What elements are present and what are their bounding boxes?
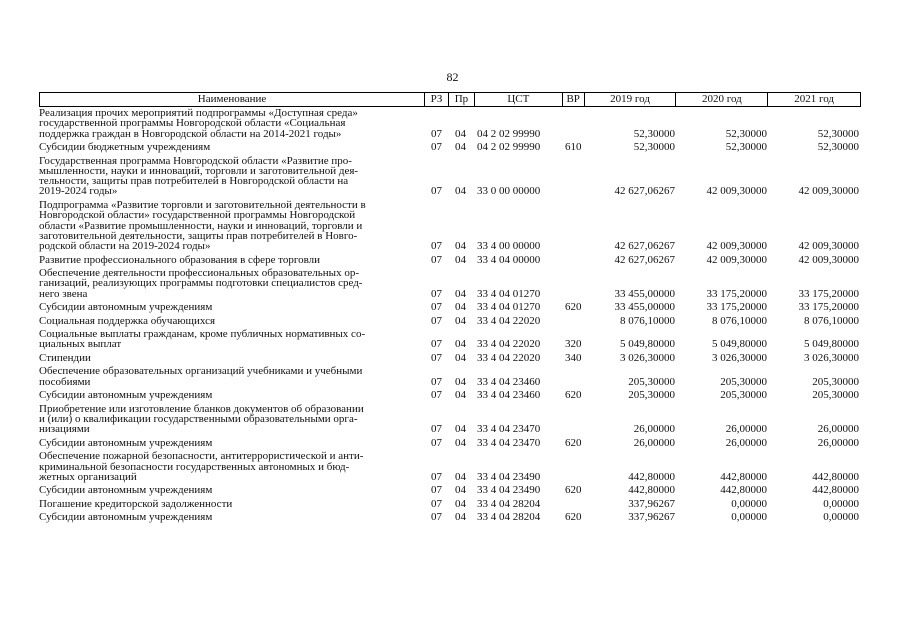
cell-vr: 620: [565, 389, 582, 402]
cell-2021: 442,80000: [812, 484, 859, 497]
cell-vr: 620: [565, 484, 582, 497]
cell-cst: 33 4 04 23470: [477, 423, 541, 436]
cell-2021: 0,00000: [823, 511, 859, 524]
table-row: [39, 142, 861, 152]
cell-2020: 0,00000: [731, 497, 767, 510]
cell-cst: 04 2 02 99990: [477, 127, 541, 140]
table-row: [39, 329, 861, 350]
table-row: [39, 255, 861, 265]
cell-2019: 33 455,00000: [614, 301, 675, 314]
cell-2020: 3 026,30000: [712, 351, 767, 364]
cell-vr: 620: [565, 436, 582, 449]
cell-name: Субсидии автономным учреждениям: [39, 436, 213, 449]
header-2019: 2019 год: [585, 93, 677, 106]
table-row: [39, 200, 861, 251]
cell-cst: 33 4 04 23490: [477, 484, 541, 497]
cell-cst: 33 0 00 00000: [477, 185, 541, 198]
cell-rz: 07: [431, 389, 442, 402]
cell-2020: 42 009,30000: [706, 240, 767, 253]
cell-rz: 07: [431, 141, 442, 154]
table-row: [39, 366, 861, 387]
cell-2021: 26,00000: [817, 436, 859, 449]
cell-name: Социальная поддержка обучающихся: [39, 314, 216, 327]
cell-vr: 340: [565, 351, 582, 364]
cell-rz: 07: [431, 240, 442, 253]
cell-pr: 04: [455, 375, 466, 388]
cell-pr: 04: [455, 240, 466, 253]
cell-2019: 42 627,06267: [614, 240, 675, 253]
cell-name: Реализация прочих мероприятий подпрограммы «Доступная среда» государственной программы Новгородской области «Социальная поддержка граждан в Новгородской области на 2014-2021 годы»: [39, 107, 358, 140]
header-2020: 2020 год: [676, 93, 768, 106]
cell-cst: 33 4 04 00000: [477, 253, 541, 266]
table-row: [39, 485, 861, 495]
cell-vr: 620: [565, 511, 582, 524]
cell-name: Обеспечение деятельности профессиональных образовательных ор- ганизаций, реализующих программы подготовки специалистов сред- него звена: [39, 267, 363, 300]
cell-2019: 337,96267: [628, 497, 675, 510]
cell-2019: 442,80000: [628, 484, 675, 497]
cell-name: Обеспечение образовательных организаций учебниками и учебными пособиями: [39, 365, 363, 388]
cell-2021: 26,00000: [817, 423, 859, 436]
cell-pr: 04: [455, 338, 466, 351]
cell-cst: 33 4 04 01270: [477, 301, 541, 314]
cell-2019: 205,30000: [628, 389, 675, 402]
header-cst: ЦСТ: [475, 93, 563, 106]
cell-2019: 5 049,80000: [620, 338, 675, 351]
cell-2020: 33 175,20000: [706, 301, 767, 314]
cell-2021: 52,30000: [817, 127, 859, 140]
cell-cst: 33 4 04 22020: [477, 351, 541, 364]
table-row: [39, 302, 861, 312]
cell-pr: 04: [455, 351, 466, 364]
cell-rz: 07: [431, 127, 442, 140]
cell-vr: 620: [565, 301, 582, 314]
cell-2020: 33 175,20000: [706, 287, 767, 300]
header-rz: РЗ: [425, 93, 449, 106]
cell-2020: 442,80000: [720, 484, 767, 497]
cell-cst: 33 4 04 23460: [477, 389, 541, 402]
cell-pr: 04: [455, 301, 466, 314]
header-vr: ВР: [563, 93, 585, 106]
cell-pr: 04: [455, 423, 466, 436]
cell-rz: 07: [431, 338, 442, 351]
cell-pr: 04: [455, 287, 466, 300]
cell-2019: 337,96267: [628, 511, 675, 524]
cell-rz: 07: [431, 185, 442, 198]
cell-pr: 04: [455, 511, 466, 524]
cell-cst: 33 4 04 22020: [477, 314, 541, 327]
cell-rz: 07: [431, 436, 442, 449]
cell-pr: 04: [455, 436, 466, 449]
cell-2021: 442,80000: [812, 470, 859, 483]
cell-pr: 04: [455, 314, 466, 327]
cell-2021: 42 009,30000: [798, 253, 859, 266]
cell-name: Социальные выплаты гражданам, кроме публичных нормативных со- циальных выплат: [39, 328, 366, 351]
cell-2021: 0,00000: [823, 497, 859, 510]
cell-2019: 33 455,00000: [614, 287, 675, 300]
cell-2020: 205,30000: [720, 389, 767, 402]
cell-name: Субсидии автономным учреждениям: [39, 389, 213, 402]
cell-cst: 04 2 02 99990: [477, 141, 541, 154]
header-name: Наименование: [40, 93, 425, 106]
cell-cst: 33 4 04 22020: [477, 338, 541, 351]
cell-name: Субсидии автономным учреждениям: [39, 511, 213, 524]
table-row: [39, 353, 861, 363]
cell-2019: 52,30000: [633, 141, 675, 154]
table-row: [39, 316, 861, 326]
cell-rz: 07: [431, 423, 442, 436]
cell-rz: 07: [431, 253, 442, 266]
cell-name: Погашение кредиторской задолженности: [39, 497, 233, 510]
cell-2019: 52,30000: [633, 127, 675, 140]
table-row: [39, 404, 861, 435]
cell-vr: 610: [565, 141, 582, 154]
page-number: 82: [446, 70, 459, 84]
cell-2020: 205,30000: [720, 375, 767, 388]
cell-name: Субсидии бюджетным учреждениям: [39, 141, 211, 154]
cell-2020: 52,30000: [725, 141, 767, 154]
cell-cst: 33 4 04 01270: [477, 287, 541, 300]
budget-table: [39, 92, 861, 523]
cell-cst: 33 4 00 00000: [477, 240, 541, 253]
cell-cst: 33 4 04 28204: [477, 497, 541, 510]
cell-name: Подпрограмма «Развитие торговли и заготовительной деятельности в Новгородской области» государственной программы Новгородской области «Развитие промышленности, науки и инноваций, торговли и заготовительной деятельности, защиты прав потребителей в Новго- родской области на 2019-2024 годы»: [39, 198, 366, 253]
cell-cst: 33 4 04 23490: [477, 470, 541, 483]
cell-pr: 04: [455, 470, 466, 483]
cell-pr: 04: [455, 185, 466, 198]
cell-2021: 42 009,30000: [798, 240, 859, 253]
cell-2019: 442,80000: [628, 470, 675, 483]
cell-rz: 07: [431, 511, 442, 524]
cell-2019: 26,00000: [633, 423, 675, 436]
cell-2019: 42 627,06267: [614, 253, 675, 266]
cell-rz: 07: [431, 497, 442, 510]
cell-pr: 04: [455, 141, 466, 154]
cell-pr: 04: [455, 127, 466, 140]
table-row: [39, 512, 861, 522]
cell-2021: 205,30000: [812, 375, 859, 388]
cell-2019: 3 026,30000: [620, 351, 675, 364]
cell-2021: 52,30000: [817, 141, 859, 154]
cell-2021: 42 009,30000: [798, 185, 859, 198]
cell-2020: 42 009,30000: [706, 185, 767, 198]
cell-2021: 33 175,20000: [798, 287, 859, 300]
cell-2020: 442,80000: [720, 470, 767, 483]
cell-cst: 33 4 04 23460: [477, 375, 541, 388]
cell-2021: 205,30000: [812, 389, 859, 402]
table-row: [39, 108, 861, 139]
cell-rz: 07: [431, 375, 442, 388]
cell-rz: 07: [431, 314, 442, 327]
header-pr: Пр: [449, 93, 475, 106]
cell-vr: 320: [565, 338, 582, 351]
cell-rz: 07: [431, 301, 442, 314]
cell-2021: 5 049,80000: [804, 338, 859, 351]
table-row: [39, 390, 861, 400]
table-row: [39, 499, 861, 509]
cell-name: Субсидии автономным учреждениям: [39, 484, 213, 497]
cell-cst: 33 4 04 28204: [477, 511, 541, 524]
cell-rz: 07: [431, 484, 442, 497]
cell-pr: 04: [455, 484, 466, 497]
cell-rz: 07: [431, 470, 442, 483]
table-body: [39, 108, 861, 523]
cell-name: Приобретение или изготовление бланков документов об образовании и (или) о квалификации государственными образовательными орга- низациями: [39, 402, 364, 436]
cell-pr: 04: [455, 389, 466, 402]
cell-2020: 26,00000: [725, 423, 767, 436]
cell-2019: 205,30000: [628, 375, 675, 388]
cell-2019: 8 076,10000: [620, 314, 675, 327]
cell-name: Стипендии: [39, 351, 91, 364]
table-row: [39, 451, 861, 482]
table-header: [39, 92, 861, 107]
table-row: [39, 156, 861, 197]
cell-2020: 5 049,80000: [712, 338, 767, 351]
table-row: [39, 268, 861, 299]
cell-2020: 26,00000: [725, 436, 767, 449]
cell-rz: 07: [431, 287, 442, 300]
cell-2021: 8 076,10000: [804, 314, 859, 327]
cell-2020: 8 076,10000: [712, 314, 767, 327]
cell-pr: 04: [455, 497, 466, 510]
cell-2020: 52,30000: [725, 127, 767, 140]
cell-2020: 0,00000: [731, 511, 767, 524]
header-2021: 2021 год: [794, 93, 835, 105]
cell-pr: 04: [455, 253, 466, 266]
cell-2019: 42 627,06267: [614, 185, 675, 198]
table-row: [39, 438, 861, 448]
cell-name: Обеспечение пожарной безопасности, антитеррористической и анти- криминальной безопасности государственных автономных и бюд- жетных организаций: [39, 450, 364, 483]
cell-cst: 33 4 04 23470: [477, 436, 541, 449]
cell-name: Субсидии автономным учреждениям: [39, 301, 213, 314]
cell-2020: 42 009,30000: [706, 253, 767, 266]
cell-rz: 07: [431, 351, 442, 364]
cell-name: Развитие профессионального образования в сфере торговли: [39, 253, 321, 266]
cell-2021: 3 026,30000: [804, 351, 859, 364]
cell-name: Государственная программа Новгородской области «Развитие про- мышленности, науки и инноваций, торговли и заготовительной дея- тельности, защиты прав потребителей в Новгородской области на 2019-2024 годы»: [39, 154, 359, 198]
cell-2021: 33 175,20000: [798, 301, 859, 314]
cell-2019: 26,00000: [633, 436, 675, 449]
